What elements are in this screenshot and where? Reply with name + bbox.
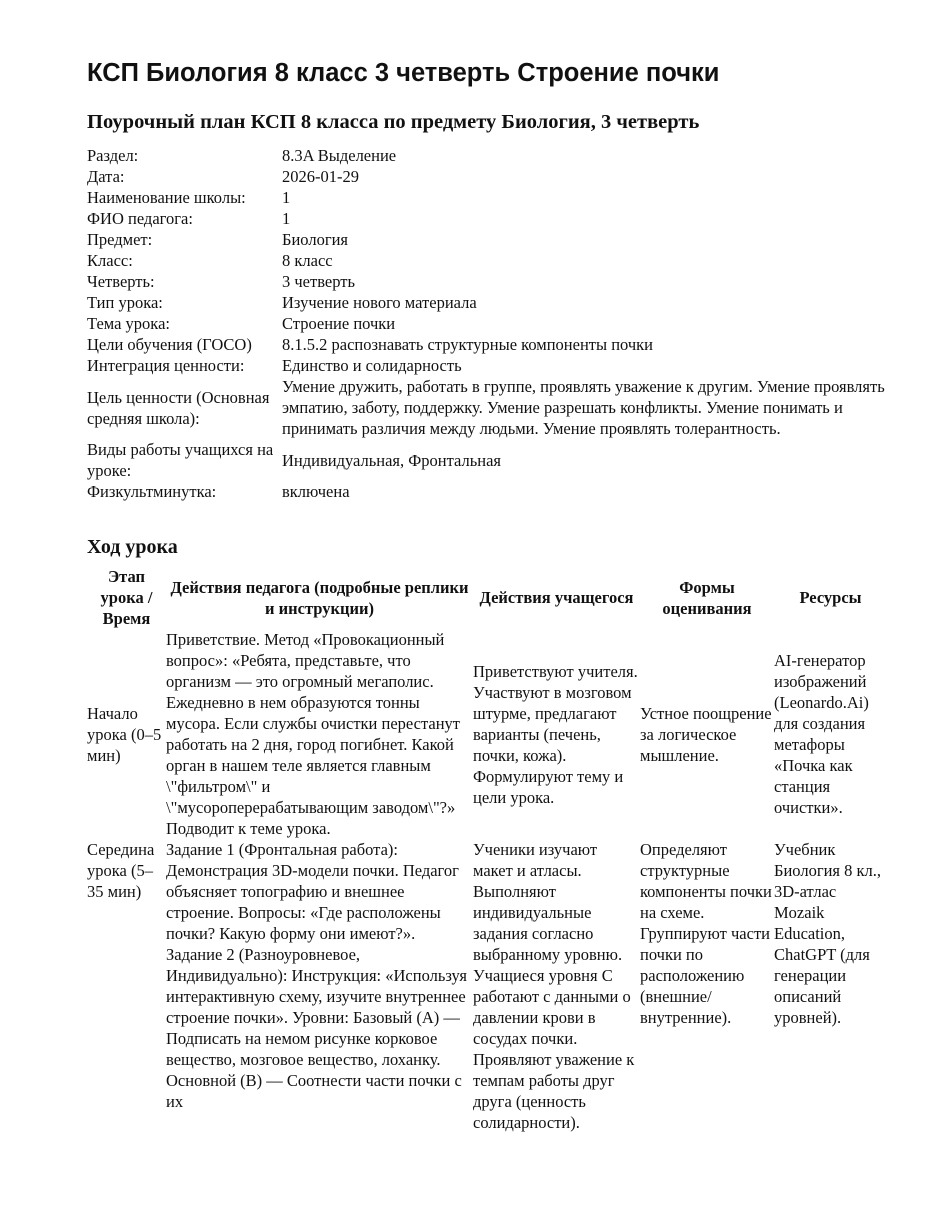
info-row xyxy=(87,250,887,271)
info-row xyxy=(87,292,887,313)
header-stage: Этап урока / Время xyxy=(100,567,153,628)
info-value: Единство и солидарность xyxy=(282,356,462,375)
document-title: КСП Биология 8 класс 3 четверть Строение почки xyxy=(87,59,720,87)
info-label: Наименование школы: xyxy=(87,188,246,207)
info-row xyxy=(87,481,887,502)
info-value: Индивидуальная, Фронтальная xyxy=(282,450,501,470)
info-value: Изучение нового материала xyxy=(282,293,477,312)
header-resources: Ресурсы xyxy=(799,588,862,607)
cell-resources: Учебник Биология 8 кл., 3D-атлас Mozaik Education, ChatGPT (для генерации описаний уровней). xyxy=(774,840,882,1027)
info-label: Четверть: xyxy=(87,272,155,291)
info-label: Раздел: xyxy=(87,146,139,165)
info-row xyxy=(87,355,887,376)
info-value: 8.3A Выделение xyxy=(282,146,397,165)
info-row xyxy=(87,439,887,481)
info-table xyxy=(87,145,887,502)
document-subtitle: Поурочный план КСП 8 класса по предмету Биология, 3 четверть xyxy=(87,111,700,133)
info-label: Класс: xyxy=(87,251,133,270)
info-row xyxy=(87,334,887,355)
info-label: Тема урока: xyxy=(87,314,170,333)
cell-assessment: Устное поощрение за логическое мышление. xyxy=(640,703,772,765)
cell-teacher: Задание 1 (Фронтальная работа): Демонстрация 3D-модели почки. Педагог объясняет топографию и внешнее строение. Вопросы: «Где расположены почки? Какую форму они имеют?». Задание 2 (Разноуровневое, Индивидуально): Инструкция: «Используя интерактивную схему, изучите внутреннее строение почки». Уровни: Базовый (А) — Подписать на немом рисунке корковое вещество, мозговое вещество, лоханку. Основной (В) — Соотнести части почки с их xyxy=(166,840,467,1111)
info-label: Интеграция ценности: xyxy=(87,356,245,375)
info-row xyxy=(87,313,887,334)
cell-stage: Середина урока (5–35 мин) xyxy=(87,840,155,901)
lesson-header-row xyxy=(87,566,887,629)
info-value: 2026-01-29 xyxy=(282,167,359,186)
info-row xyxy=(87,229,887,250)
info-label: Цель ценности (Основная средняя школа): xyxy=(87,387,270,428)
info-row xyxy=(87,166,887,187)
header-assessment: Формы оценивания xyxy=(662,577,752,618)
info-label: Предмет: xyxy=(87,230,153,249)
info-row xyxy=(87,376,887,439)
table-row xyxy=(87,629,887,839)
info-value: 8.1.5.2 распознавать структурные компоненты почки xyxy=(282,335,653,354)
info-row xyxy=(87,145,887,166)
info-row xyxy=(87,271,887,292)
info-value: 3 четверть xyxy=(282,272,355,291)
info-value: Биология xyxy=(282,230,349,249)
info-row xyxy=(87,208,887,229)
info-value: Умение дружить, работать в группе, проявлять уважение к другим. Умение проявлять эмпатию, заботу, поддержку. Умение разрешать конфликты. Умение понимать и принимать различия между людьми. Умение проявлять толерантность. xyxy=(282,377,885,438)
cell-resources: AI-генератор изображений (Leonardo.Ai) для создания метафоры «Почка как станция очистки». xyxy=(774,651,869,817)
info-label: Дата: xyxy=(87,167,125,186)
section-heading: Ход урока xyxy=(87,536,178,558)
info-value: 1 xyxy=(282,188,291,207)
info-value: 8 класс xyxy=(282,251,333,270)
info-row xyxy=(87,187,887,208)
info-label: Физкультминутка: xyxy=(87,482,217,501)
info-value: включена xyxy=(282,482,350,501)
header-teacher: Действия педагога (подробные реплики и инструкции) xyxy=(170,577,469,618)
info-label: Цели обучения (ГОСО) xyxy=(87,335,252,354)
cell-teacher: Приветствие. Метод «Провокационный вопрос»: «Ребята, представьте, что организм — это огромный мегаполис. Ежедневно в нем образуются тонны мусора. Если службы очистки перестанут работать на 2 дня, город погибнет. Какой орган в нашем теле является главным \"фильтром\" и \"мусороперерабатывающим заводом\"?» Подводит к теме урока. xyxy=(166,630,461,838)
cell-student: Приветствуют учителя. Участвуют в мозговом штурме, предлагают варианты (печень, почки, кожа). Формулируют тему и цели урока. xyxy=(473,661,638,807)
info-label: ФИО педагога: xyxy=(87,209,193,228)
info-label: Виды работы учащихся на уроке: xyxy=(87,440,274,480)
info-label: Тип урока: xyxy=(87,293,163,312)
header-student: Действия учащегося xyxy=(479,588,634,607)
cell-assessment: Определяют структурные компоненты почки на схеме. Группируют части почки по расположению (внешние/внутренние). xyxy=(640,840,772,1027)
info-value: 1 xyxy=(282,209,291,228)
lesson-table xyxy=(87,566,887,1133)
cell-stage: Начало урока (0–5 мин) xyxy=(87,703,162,765)
table-row xyxy=(87,839,887,1133)
cell-student: Ученики изучают макет и атласы. Выполняют индивидуальные задания согласно выбранному уровню. Учащиеся уровня С работают с данными о давлении крови в сосудах почки. Проявляют уважение к темпам работы друг друга (ценность солидарности). xyxy=(473,840,635,1132)
info-value: Строение почки xyxy=(282,314,396,333)
